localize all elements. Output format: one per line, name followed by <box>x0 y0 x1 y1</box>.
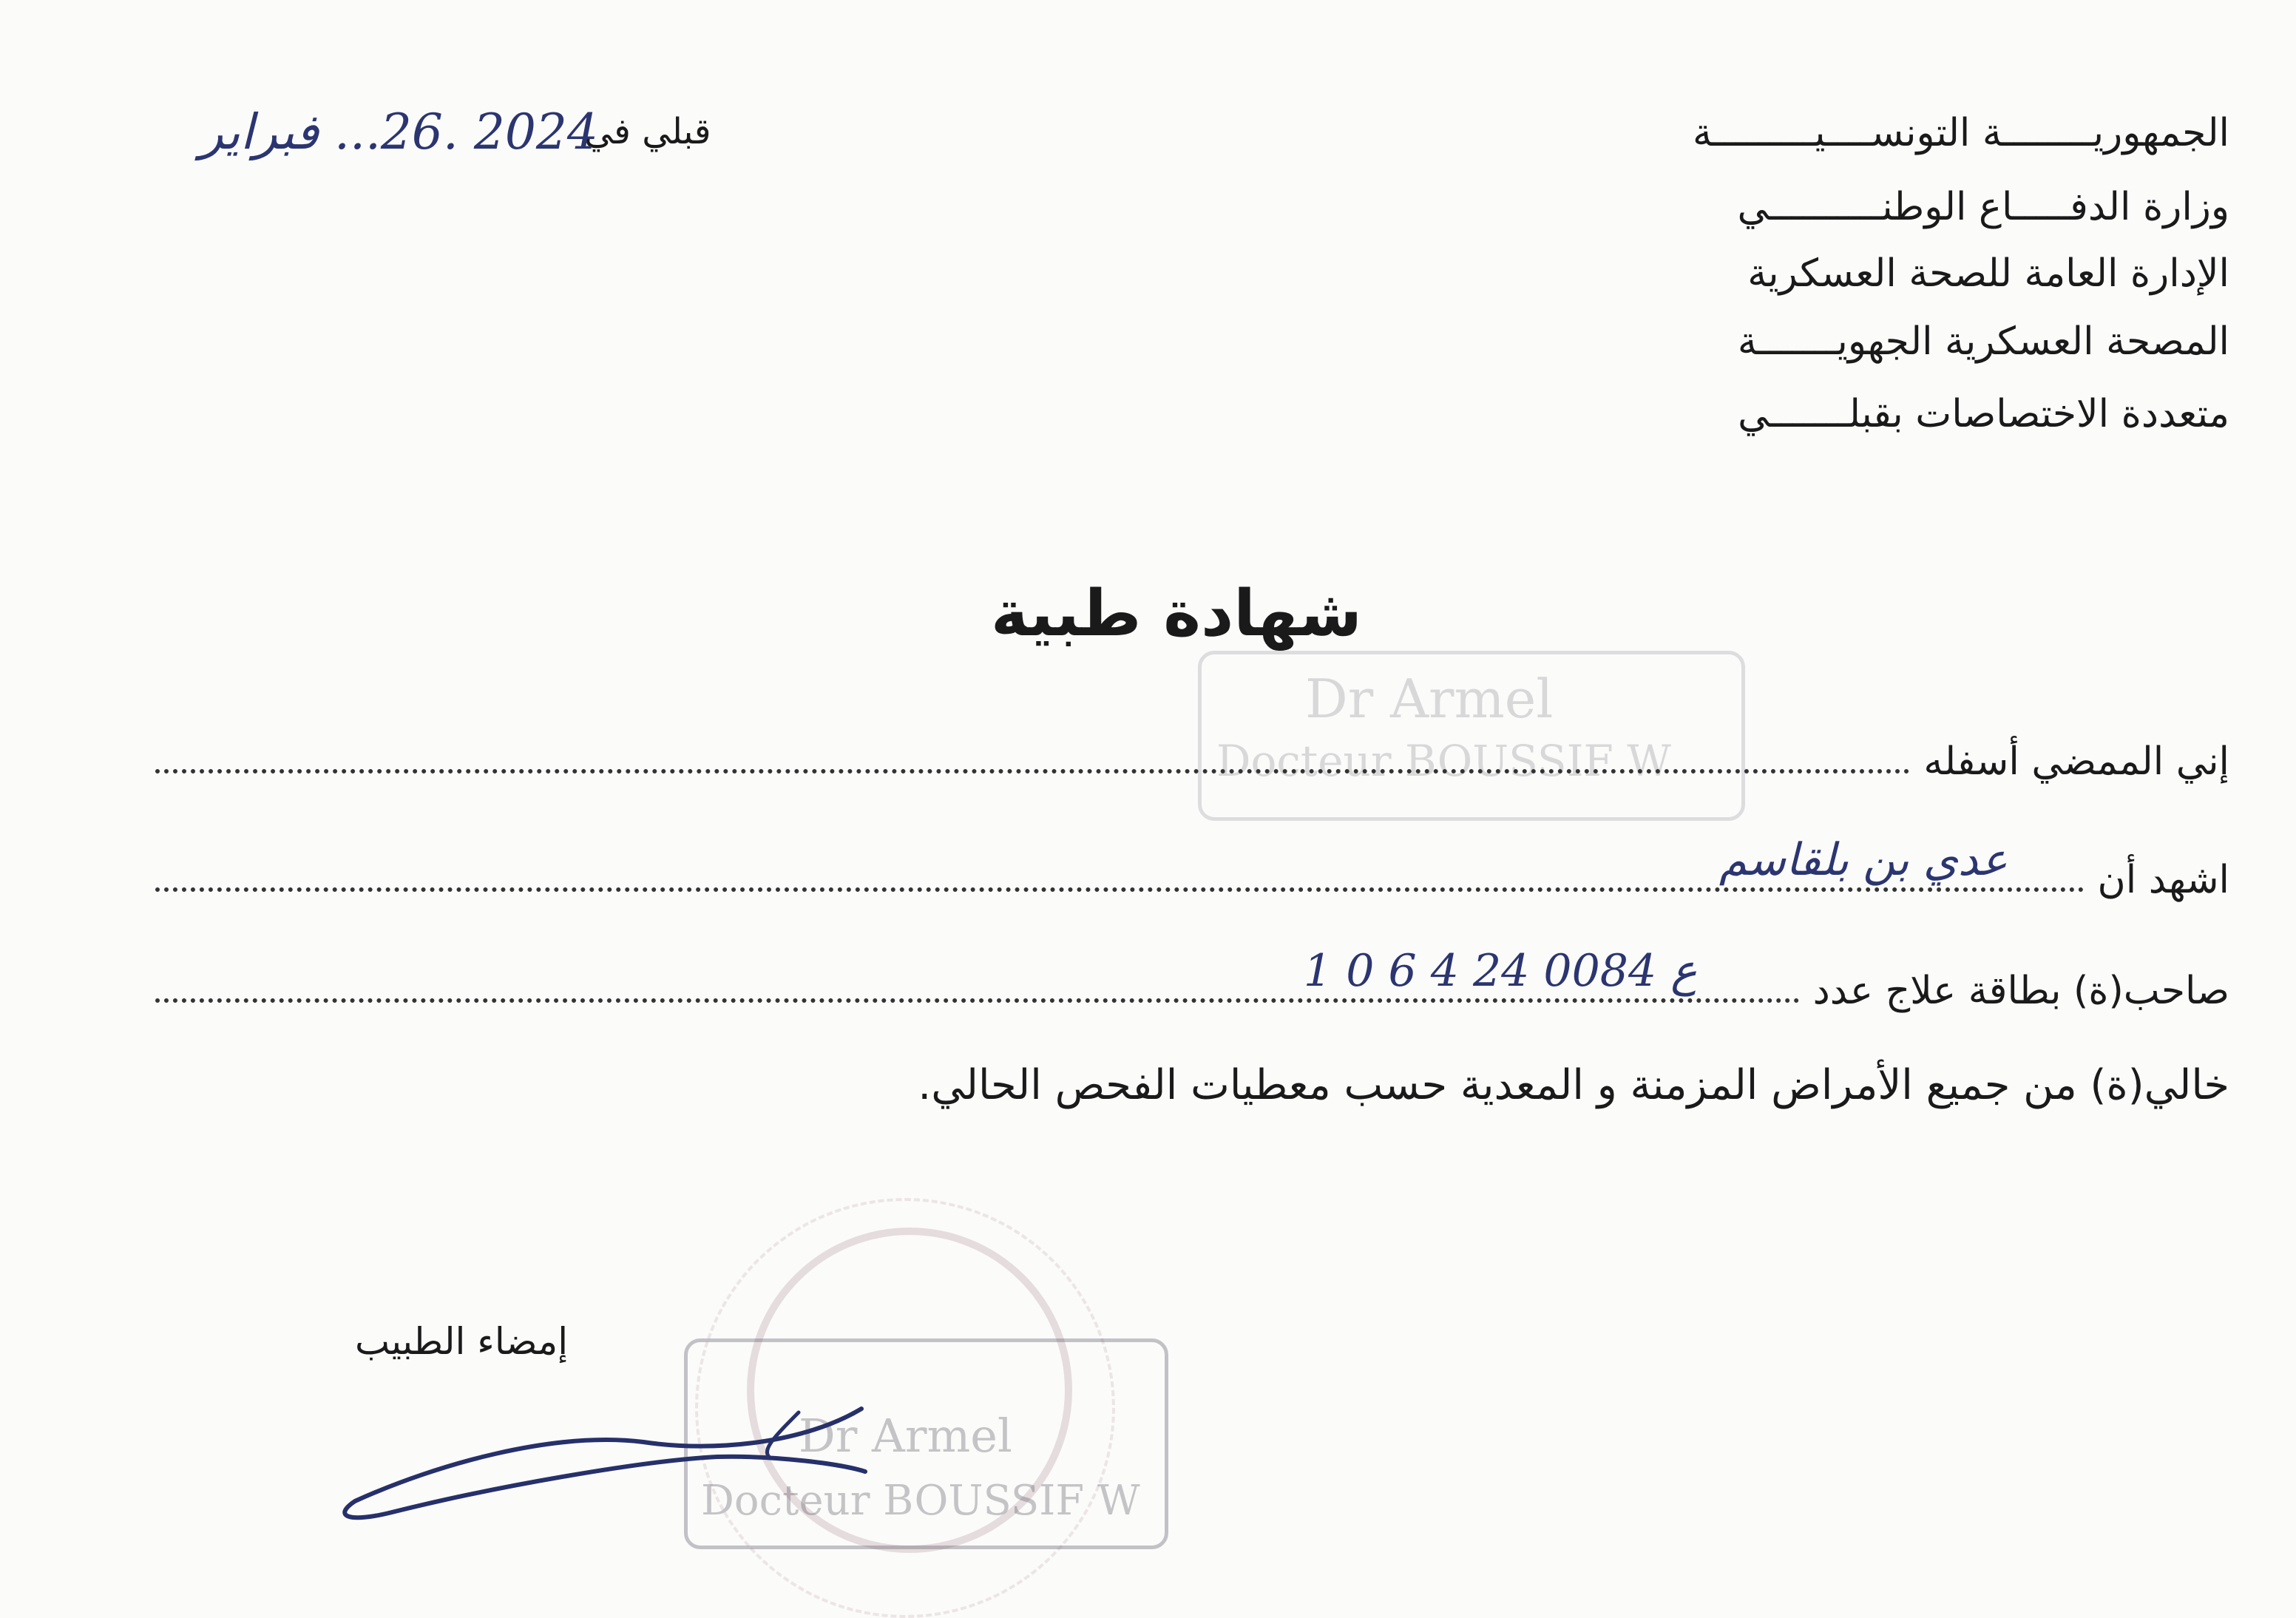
dotted-line <box>155 887 2085 892</box>
header-ministry: وزارة الدفـــــاع الوطنــــــــــي <box>1737 185 2229 229</box>
line-certify <box>155 836 2229 902</box>
card-label: صاحب(ة) بطاقة علاج عدد <box>1812 969 2229 1013</box>
header-multi: متعددة الاختصاصات بقبلـــــــي <box>1738 392 2229 436</box>
patient-name-handwritten: عدي بن بلقاسم <box>1718 834 2008 886</box>
stamp-name: Dr Armel <box>799 1409 1012 1463</box>
certify-label: اشهد أن <box>2097 858 2229 902</box>
header-directorate: الإدارة العامة للصحة العسكرية <box>1747 251 2229 296</box>
dotted-line <box>155 769 1910 774</box>
doctor-signature <box>333 1390 939 1538</box>
header-republic: الجمهوريــــــــة التونســــيـــــــــة <box>1693 111 2229 155</box>
dotted-line <box>155 998 1800 1003</box>
date-handwritten: 2024 .26... فبراير <box>200 104 598 160</box>
date-label: قبلي في <box>584 111 711 152</box>
header-regional: المصحة العسكرية الجهويـــــــة <box>1737 319 2229 364</box>
card-number-handwritten: ع 0084 24 4 6 0 1 <box>1303 945 1697 997</box>
stamp-title: Docteur BOUSSIF W <box>1216 736 1671 786</box>
line-card <box>155 947 2229 1013</box>
signature-label: إمضاء الطبيب <box>355 1320 569 1363</box>
undersigned-label: إني الممضي أسفله <box>1923 739 2229 784</box>
stamp-name: Dr Armel <box>1305 668 1554 730</box>
health-statement: خالي(ة) من جميع الأمراض المزمنة و المعدية حسب معطيات الفحص الحالي. <box>918 1061 2229 1109</box>
stamp-title: Docteur BOUSSIF W <box>701 1477 1140 1525</box>
line-undersigned <box>155 717 2229 784</box>
document-title: شهادة طبية <box>991 577 1362 651</box>
